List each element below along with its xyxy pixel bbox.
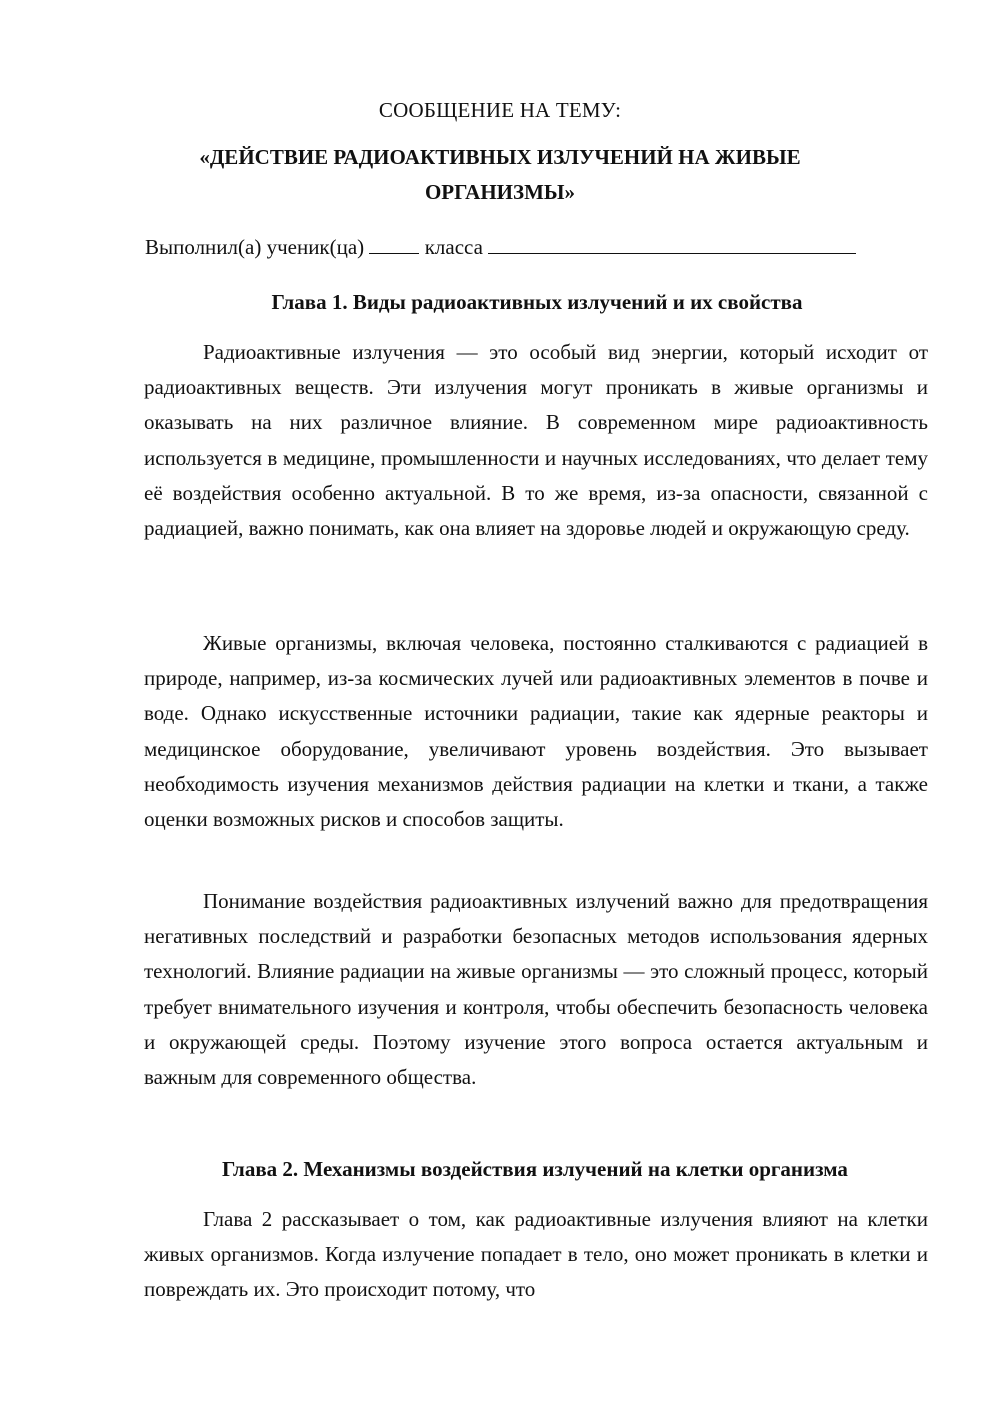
- author-line: [145, 233, 856, 261]
- author-label: Выполнил(а) ученик(ца): [145, 235, 365, 259]
- chapter-1-paragraph-1: Радиоактивные излучения — это особый вид энергии, который исходит от радиоактивных веществ. Эти излучения могут проникать в живые организмы и оказывать на них различное влияние. В современном мире радиоактивность используется в медицине, промышленности и научных исследованиях, что делает тему её воздействия особенно актуальной. В то же время, из-за опасности, связанной с радиацией, важно понимать, как она влияет на здоровье людей и окружающую среду.: [144, 340, 928, 541]
- grade-blank-field: [369, 233, 419, 254]
- chapter-1-heading: Глава 1. Виды радиоактивных излучений и их свойства: [271, 290, 803, 314]
- name-blank-field: [488, 233, 856, 254]
- chapter-1-paragraph-2: Живые организмы, включая человека, постоянно сталкиваются с радиацией в природе, например, из-за космических лучей или радиоактивных элементов в почве и воде. Однако искусственные источники радиации, такие как ядерные реакторы и медицинское оборудование, увеличивают уровень воздействия. Это вызывает необходимость изучения механизмов действия радиации на клетки и ткани, а также оценки возможных рисков и способов защиты.: [144, 631, 928, 832]
- chapter-2-paragraph-1: Глава 2 рассказывает о том, как радиоактивные излучения влияют на клетки живых организмов. Когда излучение попадает в тело, оно может проникать в клетки и повреждать их. Это происходит потому, что: [144, 1207, 928, 1302]
- report-topic-title-line-1: «ДЕЙСТВИЕ РАДИОАКТИВНЫХ ИЗЛУЧЕНИЙ НА ЖИВЫЕ: [199, 145, 801, 169]
- class-label: класса: [424, 235, 483, 259]
- chapter-1-paragraph-3: Понимание воздействия радиоактивных излучений важно для предотвращения негативных последствий и разработки безопасных методов использования ядерных технологий. Влияние радиации на живые организмы — это сложный процесс, который требует внимательного изучения и контроля, чтобы обеспечить безопасность человека и окружающей среды. Поэтому изучение этого вопроса остается актуальным и важным для современного общества.: [144, 889, 928, 1090]
- report-topic-title-line-2: ОРГАНИЗМЫ»: [424, 180, 576, 204]
- chapter-2-heading: Глава 2. Механизмы воздействия излучений на клетки организма: [222, 1157, 848, 1181]
- report-type-title: СООБЩЕНИЕ НА ТЕМУ:: [378, 98, 622, 122]
